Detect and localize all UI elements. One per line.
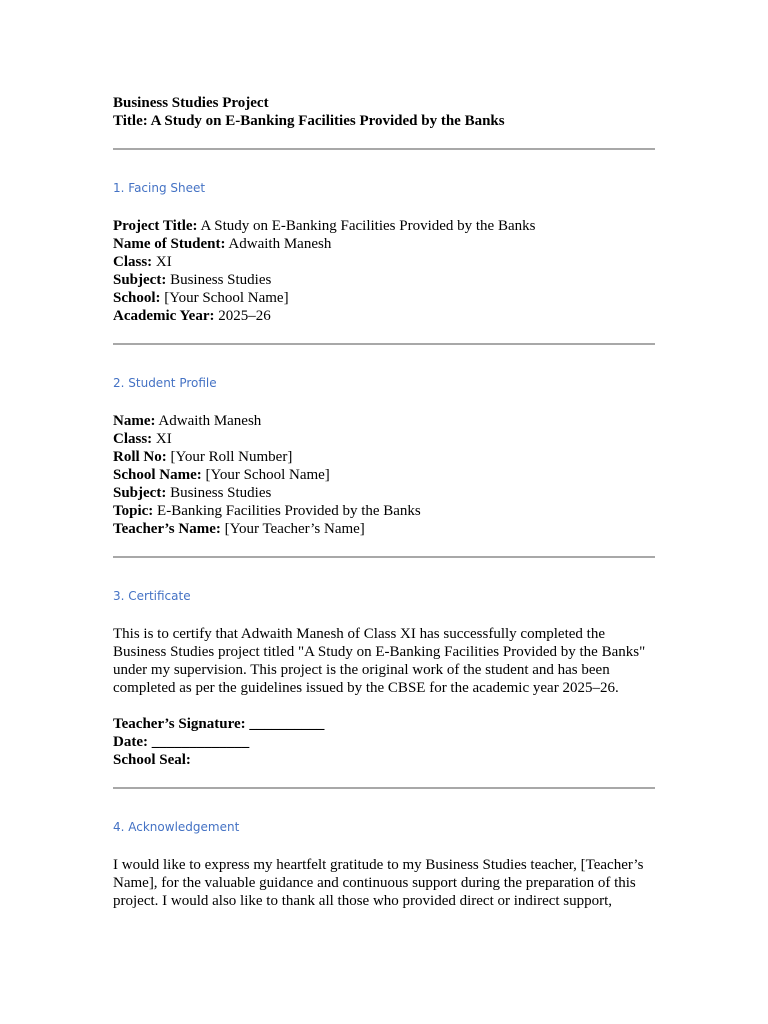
section-divider — [113, 343, 655, 345]
paragraph-line: I would like to express my heartfelt gratitude to my Business Studies teacher, [Teacher’s — [113, 857, 644, 873]
field-row — [113, 520, 655, 538]
acknowledgement-body — [113, 856, 655, 910]
document-header: Business Studies Project — [113, 95, 269, 111]
field-row — [113, 235, 655, 253]
field-label: Name of Student: — [113, 236, 226, 252]
teacher-signature-line: Teacher’s Signature: __________ — [113, 716, 325, 732]
field-label: Project Title: — [113, 218, 198, 234]
field-row — [113, 253, 655, 271]
field-value: Business Studies — [166, 272, 272, 288]
field-label: Topic: — [113, 503, 154, 519]
field-label: Teacher’s Name: — [113, 521, 221, 537]
field-label: Subject: — [113, 485, 167, 501]
paragraph-line: under my supervision. This project is the original work of the student and has been — [113, 662, 610, 678]
field-label: School Name: — [113, 467, 202, 483]
field-value: Business Studies — [166, 485, 272, 501]
certificate-body — [113, 625, 655, 697]
section-heading-certificate: 3. Certificate — [113, 589, 191, 603]
field-row — [113, 271, 655, 289]
field-row — [113, 289, 655, 307]
document-page — [113, 92, 655, 910]
section-heading-acknowledgement: 4. Acknowledgement — [113, 820, 240, 834]
field-value: A Study on E-Banking Facilities Provided by the Banks — [197, 218, 536, 234]
field-value: 2025–26 — [214, 308, 271, 324]
field-value: XI — [152, 254, 172, 270]
field-value: Adwaith Manesh — [155, 413, 262, 429]
field-value: [Your School Name] — [160, 290, 289, 306]
field-value: [Your School Name] — [201, 467, 330, 483]
field-row — [113, 430, 655, 448]
section-divider — [113, 556, 655, 558]
field-row — [113, 466, 655, 484]
field-row — [113, 412, 655, 430]
field-value: XI — [152, 431, 172, 447]
field-value: [Your Roll Number] — [166, 449, 293, 465]
field-value: [Your Teacher’s Name] — [220, 521, 365, 537]
field-row — [113, 502, 655, 520]
paragraph-line: project. I would also like to thank all those who provided direct or indirect support, — [113, 893, 613, 909]
facing-sheet-fields — [113, 217, 655, 325]
signature-block — [113, 715, 655, 769]
school-seal-line: School Seal: — [113, 752, 191, 768]
paragraph-line: completed as per the guidelines issued by the CBSE for the academic year 2025–26. — [113, 680, 619, 696]
field-label: School: — [113, 290, 161, 306]
paragraph-line: Name], for the valuable guidance and continuous support during the preparation of this — [113, 875, 636, 891]
paragraph-line: This is to certify that Adwaith Manesh of Class XI has successfully completed the — [113, 626, 605, 642]
field-label: Roll No: — [113, 449, 167, 465]
field-row — [113, 307, 655, 325]
field-label: Subject: — [113, 272, 167, 288]
student-profile-fields — [113, 412, 655, 538]
paragraph-line: Business Studies project titled "A Study on E-Banking Facilities Provided by the Banks" — [113, 644, 646, 660]
field-value: E-Banking Facilities Provided by the Banks — [153, 503, 421, 519]
section-divider — [113, 787, 655, 789]
field-label: Class: — [113, 431, 153, 447]
field-value: Adwaith Manesh — [225, 236, 332, 252]
field-row — [113, 484, 655, 502]
section-divider — [113, 148, 655, 150]
section-heading-student-profile: 2. Student Profile — [113, 376, 217, 390]
field-row — [113, 217, 655, 235]
section-heading-facing-sheet: 1. Facing Sheet — [113, 181, 206, 195]
field-label: Academic Year: — [113, 308, 215, 324]
date-line: Date: _____________ — [113, 734, 250, 750]
field-label: Class: — [113, 254, 153, 270]
document-title: Title: A Study on E-Banking Facilities Provided by the Banks — [113, 113, 505, 129]
field-row — [113, 448, 655, 466]
field-label: Name: — [113, 413, 156, 429]
